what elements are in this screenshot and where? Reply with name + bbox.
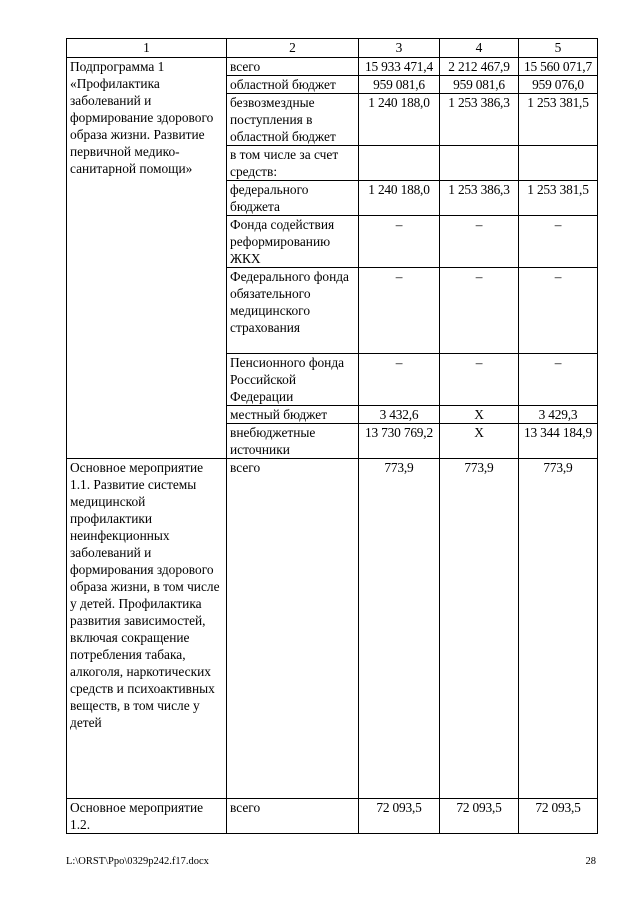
value-cell: – bbox=[359, 354, 440, 406]
value-cell: 959 081,6 bbox=[359, 76, 440, 94]
value-cell: 2 212 467,9 bbox=[440, 58, 519, 76]
header-row bbox=[67, 39, 598, 58]
value-cell: – bbox=[440, 354, 519, 406]
activity-name: Основное мероприятие 1.2. bbox=[67, 799, 227, 834]
source-label: всего bbox=[227, 459, 359, 799]
header-cell: 4 bbox=[440, 39, 519, 58]
value-cell bbox=[519, 146, 598, 181]
source-label: всего bbox=[227, 58, 359, 76]
value-cell: Х bbox=[440, 406, 519, 424]
value-cell: 1 240 188,0 bbox=[359, 94, 440, 146]
source-label: безвозмездные поступления в областной бюджет bbox=[227, 94, 359, 146]
value-cell: 1 253 386,3 bbox=[440, 181, 519, 216]
value-cell: 1 253 381,5 bbox=[519, 181, 598, 216]
value-cell: – bbox=[519, 268, 598, 354]
activity-name: Основное мероприятие 1.1. Развитие системы медицинской профилактики неинфекционных заболеваний и формирования здорового образа жизни, в том числе у детей. Профилактика развития зависимостей, включая сокращение потребления табака, алкоголя, наркотических средств и психоактивных веществ, в том числе у детей bbox=[67, 459, 227, 799]
table-row bbox=[67, 58, 598, 76]
value-cell: 15 560 071,7 bbox=[519, 58, 598, 76]
value-cell: – bbox=[519, 354, 598, 406]
header-cell: 1 bbox=[67, 39, 227, 58]
file-path: L:\ORST\Ppo\0329p242.f17.docx bbox=[66, 856, 209, 867]
value-cell: – bbox=[359, 268, 440, 354]
value-cell: Х bbox=[440, 424, 519, 459]
value-cell: 72 093,5 bbox=[519, 799, 598, 834]
value-cell: 1 253 386,3 bbox=[440, 94, 519, 146]
value-cell: 959 081,6 bbox=[440, 76, 519, 94]
value-cell: 13 344 184,9 bbox=[519, 424, 598, 459]
value-cell: 72 093,5 bbox=[440, 799, 519, 834]
table-row bbox=[67, 799, 598, 834]
header-cell: 3 bbox=[359, 39, 440, 58]
table-row bbox=[67, 459, 598, 799]
value-cell: 959 076,0 bbox=[519, 76, 598, 94]
value-cell: 773,9 bbox=[440, 459, 519, 799]
value-cell: – bbox=[359, 216, 440, 268]
source-label: федерального бюджета bbox=[227, 181, 359, 216]
value-cell: 773,9 bbox=[519, 459, 598, 799]
value-cell: 13 730 769,2 bbox=[359, 424, 440, 459]
header-cell: 2 bbox=[227, 39, 359, 58]
program-name: Подпрограмма 1 «Профилактика заболеваний и формирование здорового образа жизни. Развитие первичной медико-санитарной помощи» bbox=[67, 58, 227, 459]
value-cell: – bbox=[440, 268, 519, 354]
value-cell: 3 432,6 bbox=[359, 406, 440, 424]
value-cell: 773,9 bbox=[359, 459, 440, 799]
value-cell: 1 253 381,5 bbox=[519, 94, 598, 146]
source-label: Пенсионного фонда Российской Федерации bbox=[227, 354, 359, 406]
budget-table bbox=[66, 38, 598, 834]
source-label: внебюджетные источники bbox=[227, 424, 359, 459]
value-cell: 72 093,5 bbox=[359, 799, 440, 834]
value-cell: – bbox=[519, 216, 598, 268]
source-label: Фонда содействия реформированию ЖКХ bbox=[227, 216, 359, 268]
value-cell: 15 933 471,4 bbox=[359, 58, 440, 76]
value-cell: – bbox=[440, 216, 519, 268]
value-cell: 1 240 188,0 bbox=[359, 181, 440, 216]
value-cell bbox=[440, 146, 519, 181]
source-label: областной бюджет bbox=[227, 76, 359, 94]
header-cell: 5 bbox=[519, 39, 598, 58]
value-cell: 3 429,3 bbox=[519, 406, 598, 424]
source-label: в том числе за счет средств: bbox=[227, 146, 359, 181]
source-label: местный бюджет bbox=[227, 406, 359, 424]
page-number: 28 bbox=[585, 856, 596, 867]
source-label: Федерального фонда обязательного медицинского страхования bbox=[227, 268, 359, 354]
value-cell bbox=[359, 146, 440, 181]
source-label: всего bbox=[227, 799, 359, 834]
